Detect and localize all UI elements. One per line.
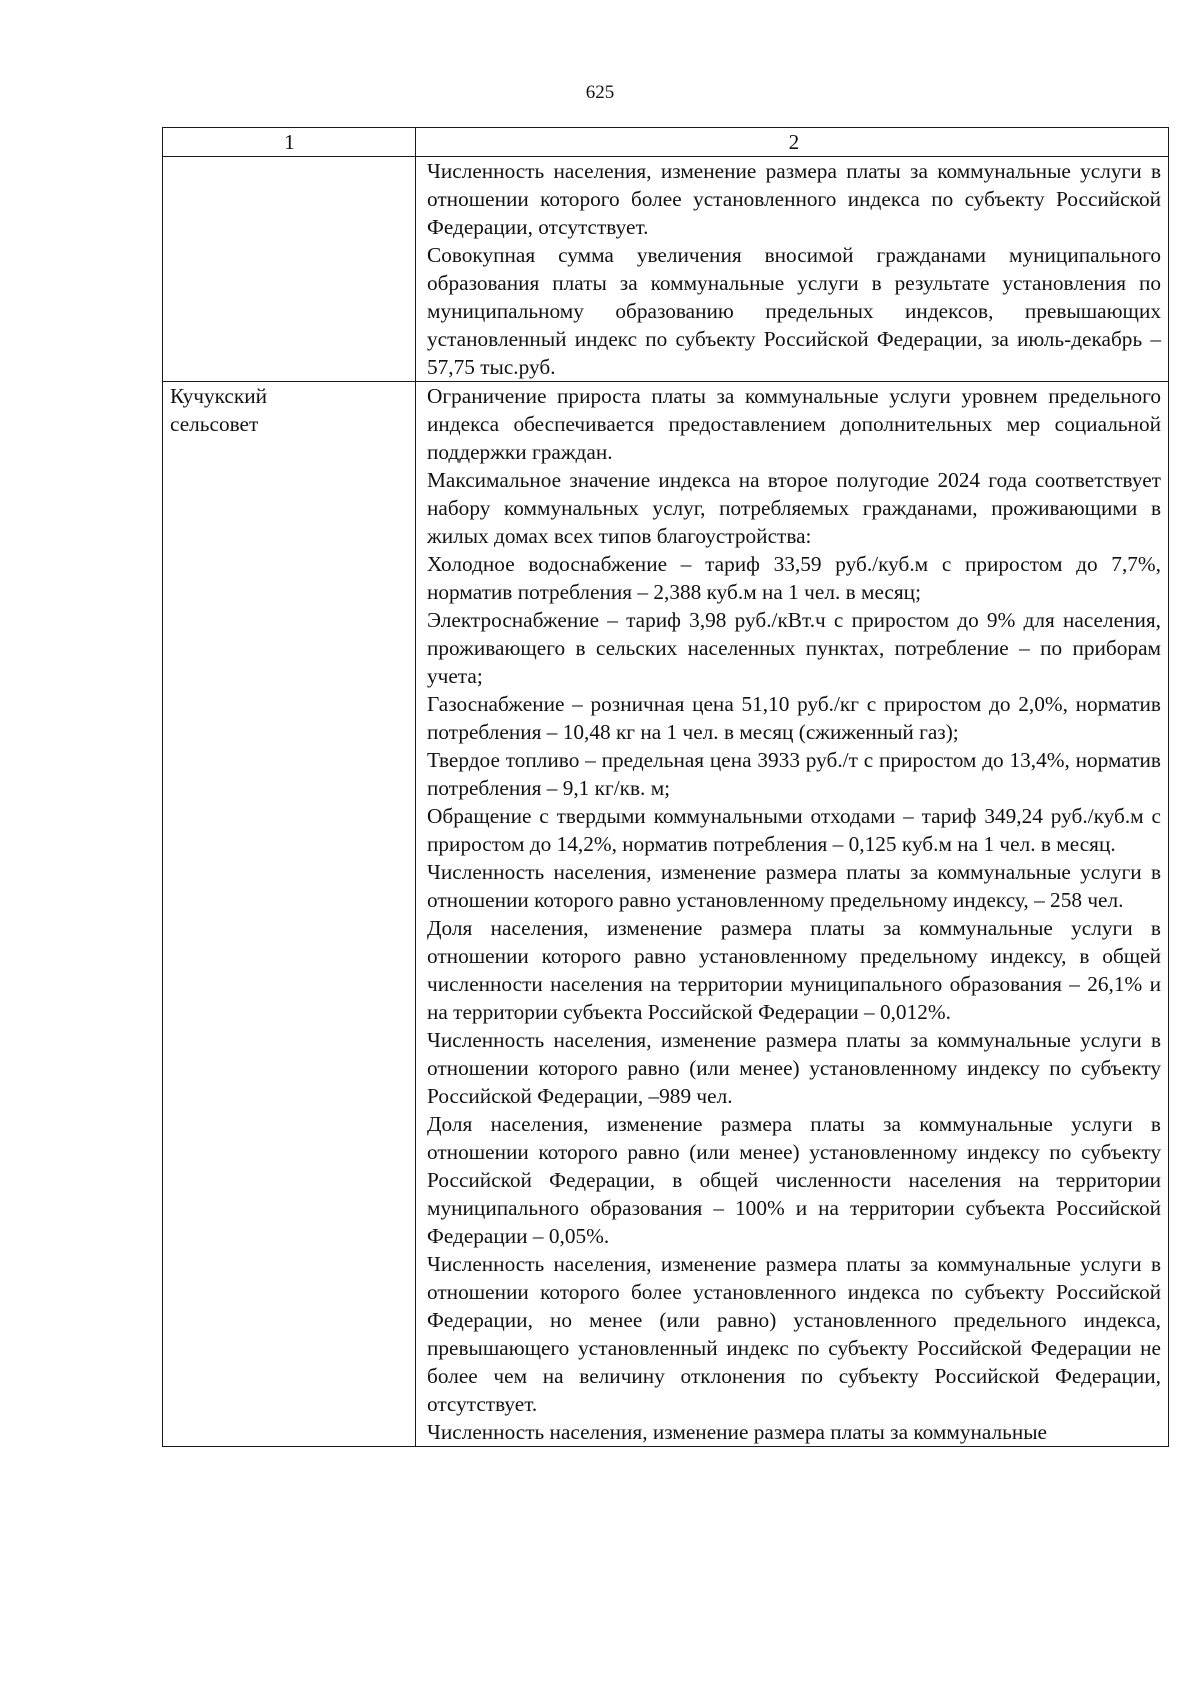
municipality-cell (163, 382, 416, 1447)
description-cell-continuation (416, 157, 1169, 382)
municipal-index-table (162, 127, 1169, 1447)
table-row-continuation (163, 157, 1169, 382)
paragraph: Твердое топливо – предельная цена 3933 руб./т с приростом до 13,4%, норматив потребления – 9,1 кг/кв. м; (427, 748, 1161, 800)
paragraph: Газоснабжение – розничная цена 51,10 руб./кг с приростом до 2,0%, норматив потребления – 10,48 кг на 1 чел. в месяц (сжиженный газ); (427, 692, 1161, 744)
paragraph: Численность населения, изменение размера платы за коммунальные услуги в отношении которого равно (или менее) установленному индексу по субъекту Российской Федерации, –989 чел. (427, 1028, 1161, 1108)
paragraph: Холодное водоснабжение – тариф 33,59 руб./куб.м с приростом до 7,7%, норматив потребления – 2,388 куб.м на 1 чел. в месяц; (427, 552, 1161, 604)
paragraph: Доля населения, изменение размера платы за коммунальные услуги в отношении которого равно установленному предельному индексу, в общей численности населения на территории муниципального образования – 26,1% и на территории субъекта Российской Федерации – 0,012%. (427, 916, 1161, 1024)
table-header-row (163, 128, 1169, 157)
paragraph: Численность населения, изменение размера платы за коммунальные услуги в отношении которого более установленного индекса по субъекту Российской Федерации, отсутствует. (427, 159, 1161, 239)
column-header-1: 1 (163, 128, 416, 157)
description-cell (416, 382, 1169, 1447)
paragraph: Численность населения, изменение размера платы за коммунальные (427, 1420, 1048, 1444)
page-number: 625 (585, 82, 615, 103)
municipality-name-line2: сельсовет (170, 412, 259, 436)
paragraph: Обращение с твердыми коммунальными отходами – тариф 349,24 руб./куб.м с приростом до 14,2%, норматив потребления – 0,125 куб.м на 1 чел. в месяц. (427, 804, 1161, 856)
table-row-kuchuksky (163, 382, 1169, 1447)
paragraph: Совокупная сумма увеличения вносимой гражданами муниципального образования платы за коммунальные услуги в результате установления по муниципальному образованию предельных индексов, превышающих установленный индекс по субъекту Российской Федерации, за июль-декабрь – 57,75 тыс.руб. (427, 243, 1161, 379)
paragraph: Доля населения, изменение размера платы за коммунальные услуги в отношении которого равно (или менее) установленному индексу по субъекту Российской Федерации, в общей численности населения на территории муниципального образования – 100% и на территории субъекта Российской Федерации – 0,05%. (427, 1112, 1161, 1248)
paragraph: Ограничение прироста платы за коммунальные услуги уровнем предельного индекса обеспечивается предоставлением дополнительных мер социальной поддержки граждан. (427, 384, 1161, 464)
paragraph: Численность населения, изменение размера платы за коммунальные услуги в отношении которого более установленного индекса по субъекту Российской Федерации, но менее (или равно) установленного предельного индекса, превышающего установленный индекс по субъекту Российской Федерации не более чем на величину отклонения по субъекту Российской Федерации, отсутствует. (427, 1252, 1161, 1416)
municipality-name-line1: Кучукский (170, 384, 268, 408)
paragraph: Максимальное значение индекса на второе полугодие 2024 года соответствует набору коммунальных услуг, потребляемых гражданами, проживающими в жилых домах всех типов благоустройства: (427, 468, 1161, 548)
paragraph: Электроснабжение – тариф 3,98 руб./кВт.ч с приростом до 9% для населения, проживающего в сельских населенных пунктах, потребление – по приборам учета; (427, 608, 1161, 688)
column-header-2: 2 (416, 128, 1169, 157)
municipality-cell-empty (163, 157, 416, 382)
paragraph: Численность населения, изменение размера платы за коммунальные услуги в отношении которого равно установленному предельному индексу, – 258 чел. (427, 860, 1161, 912)
